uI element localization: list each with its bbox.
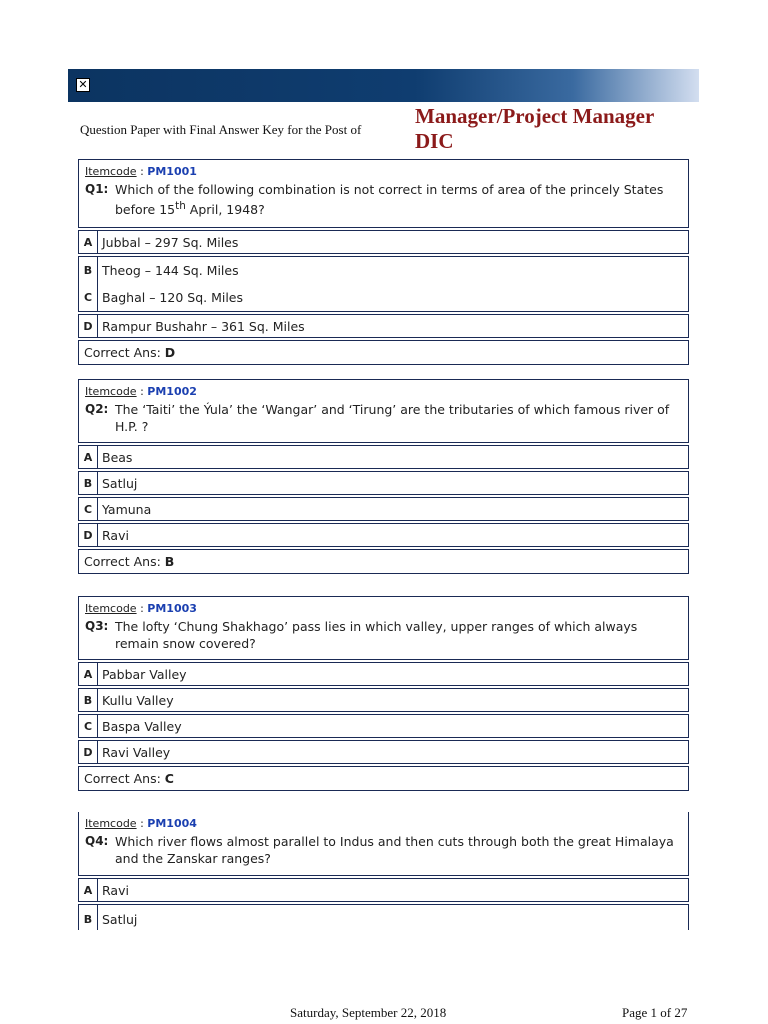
option-text: Satluj <box>102 475 138 491</box>
question-block-3 <box>78 596 689 791</box>
option-letter: A <box>79 446 98 468</box>
itemcode-label: Itemcode <box>85 385 137 398</box>
itemcode-label: Itemcode <box>85 165 137 178</box>
option-letter: D <box>79 524 98 546</box>
option-letter: A <box>79 879 98 901</box>
question-header <box>78 596 689 660</box>
close-box-icon[interactable]: ✕ <box>76 78 90 92</box>
option-a[interactable] <box>78 445 689 469</box>
option-text: Pabbar Valley <box>102 666 187 682</box>
question-text: The lofty ‘Chung Shakhago’ pass lies in which valley, upper ranges of which always remain snow covered? <box>115 619 638 651</box>
post-title-line1: Manager/Project Manager <box>415 104 655 128</box>
itemcode-value: PM1001 <box>147 165 197 178</box>
post-title-line2: DIC <box>415 129 454 153</box>
correct-answer-value: B <box>164 554 175 569</box>
option-d[interactable] <box>78 740 689 764</box>
footer-page-number: Page 1 of 27 <box>622 1005 688 1020</box>
option-text: Theog – 144 Sq. Miles <box>102 263 239 278</box>
option-letter: B <box>79 689 98 711</box>
option-group-bc <box>78 256 689 312</box>
option-c[interactable] <box>78 497 689 521</box>
option-letter: A <box>79 231 98 253</box>
option-letter: C <box>79 284 98 311</box>
option-letter: A <box>79 663 98 685</box>
option-c[interactable] <box>79 284 688 311</box>
itemcode-value: PM1004 <box>147 817 197 830</box>
option-text: Satluj <box>102 912 138 927</box>
footer-date: Saturday, September 22, 2018 <box>290 1005 447 1020</box>
option-b[interactable] <box>78 471 689 495</box>
itemcode-label: Itemcode <box>85 602 137 615</box>
option-c[interactable] <box>78 714 689 738</box>
itemcode-value: PM1003 <box>147 602 197 615</box>
option-d[interactable] <box>78 314 689 338</box>
correct-answer-value: C <box>164 771 174 786</box>
option-letter: C <box>79 715 98 737</box>
question-block-2 <box>78 379 689 574</box>
question-header <box>78 812 689 876</box>
option-d[interactable] <box>78 523 689 547</box>
correct-answer <box>78 549 689 574</box>
correct-answer-label: Correct Ans: <box>84 554 161 569</box>
option-letter: B <box>79 257 98 284</box>
option-b[interactable] <box>78 904 689 930</box>
option-text: Baspa Valley <box>102 718 182 734</box>
option-text: Yamuna <box>102 501 152 517</box>
question-block-4 <box>78 812 689 930</box>
correct-answer <box>78 340 689 365</box>
option-text: Baghal – 120 Sq. Miles <box>102 290 244 305</box>
itemcode-line: Itemcode : PM1004 <box>85 817 197 830</box>
question-text: Which of the following combination is not correct in terms of area of the princely States before 15th April, 1948? <box>115 182 664 218</box>
itemcode-value: PM1002 <box>147 385 197 398</box>
option-letter: D <box>79 315 98 337</box>
itemcode-line: Itemcode : PM1003 <box>85 602 197 615</box>
correct-answer-label: Correct Ans: <box>84 345 161 360</box>
option-a[interactable] <box>78 662 689 686</box>
option-b[interactable] <box>79 257 688 284</box>
itemcode-line: Itemcode : PM1001 <box>85 165 197 178</box>
question-text: Which river flows almost parallel to Indus and then cuts through both the great Himalaya and the Zanskar ranges? <box>115 834 674 866</box>
question-block-1 <box>78 159 689 365</box>
question-header <box>78 159 689 228</box>
option-text: Jubbal – 297 Sq. Miles <box>102 234 239 250</box>
question-number: Q2: <box>85 402 109 416</box>
option-text: Ravi Valley <box>102 744 171 760</box>
top-banner <box>68 69 699 102</box>
option-b[interactable] <box>78 688 689 712</box>
option-text: Rampur Bushahr – 361 Sq. Miles <box>102 318 305 334</box>
question-number: Q1: <box>85 182 109 196</box>
intro-text: Question Paper with Final Answer Key for the Post of <box>80 122 362 137</box>
correct-answer <box>78 766 689 791</box>
option-a[interactable] <box>78 878 689 902</box>
option-letter: D <box>79 741 98 763</box>
option-a[interactable] <box>78 230 689 254</box>
question-text: The ‘Taiti’ the Ýula’ the ‘Wangar’ and ‘Tirung’ are the tributaries of which famous river of H.P. ? <box>115 402 670 434</box>
question-number: Q4: <box>85 834 109 848</box>
option-text: Ravi <box>102 527 129 543</box>
option-text: Kullu Valley <box>102 692 174 708</box>
option-letter: B <box>79 905 98 930</box>
correct-answer-value: D <box>164 345 176 360</box>
post-title <box>415 104 715 154</box>
itemcode-line: Itemcode : PM1002 <box>85 385 197 398</box>
option-letter: C <box>79 498 98 520</box>
itemcode-label: Itemcode <box>85 817 137 830</box>
question-header <box>78 379 689 443</box>
correct-answer-label: Correct Ans: <box>84 771 161 786</box>
option-text: Ravi <box>102 882 129 898</box>
option-letter: B <box>79 472 98 494</box>
question-number: Q3: <box>85 619 109 633</box>
option-text: Beas <box>102 449 133 465</box>
